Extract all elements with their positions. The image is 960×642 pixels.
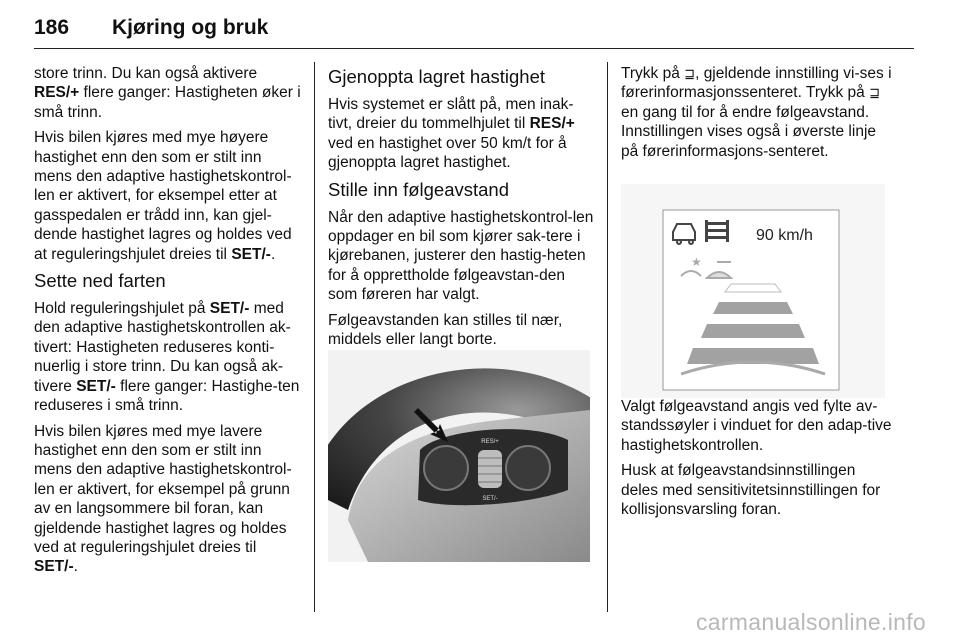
paragraph-press-button: Trykk på ⊒, gjeldende innstilling vi-ses i førerinformasjonssenteret. Trykk på ⊒ en gang til for å endre følgeavstand. Innstillingen vises også i øverste linje på førerinformasjons-senteret. xyxy=(621,65,892,160)
paragraph-distance-levels: Følgeavstanden kan stilles til nær, middels eller langt borte. xyxy=(328,311,563,349)
column-divider-left xyxy=(314,62,315,612)
heading-gjenoppta: Gjenoppta lagret hastighet xyxy=(328,66,546,87)
paragraph-resume: Hvis systemet er slått på, men inak-tivt, dreier du tommelhjulet til RES/+ ved en hastighet over 50 km/t for å gjenoppta lagret hastighet. xyxy=(328,96,575,172)
distance-bar-2 xyxy=(713,302,793,314)
wheel-set-label: SET/- xyxy=(482,496,498,502)
paragraph-higher-speed: Hvis bilen kjøres med mye høyere hastighet enn den som er stilt inn mens den adaptive hastighetskontrol-len er aktivert, for eksempel etter at gasspedalen er trådd inn, kan gjel-dende hastighet lagres og holdes ved at reguleringshjulet dreies til SET/-. xyxy=(34,129,292,263)
cluster-speed: 90 km/h xyxy=(756,227,813,244)
paragraph-reduce-speed: Hold reguleringshjulet på SET/- med den adaptive hastighetskontrollen ak-tivert: Hastigheten reduseres konti-nuerlig i store trinn. Du kan også ak-tivere SET/- flere ganger: Hastighe-ten reduseres i små trinn. xyxy=(34,300,300,415)
svg-text:★: ★ xyxy=(691,255,702,269)
paragraph-res-continued: store trinn. Du kan også aktivere RES/+ flere ganger: Hastigheten øker i små trinn. xyxy=(34,65,301,121)
following-distance-icon: ⊒ xyxy=(684,66,696,81)
paragraph-sensitivity: Husk at følgeavstandsinnstillingen deles med sensitivitetsinnstillingen for kollisjonsvarsling foran. xyxy=(621,462,881,519)
paragraph-distance-adjust: Når den adaptive hastighetskontrol-len oppdager en bil som kjører sak-tere i kjørebanen, justerer den hastig-heten for å opprettholde følgeavstan-den som føreren har valgt. xyxy=(328,208,594,304)
distance-bar-3 xyxy=(701,324,805,338)
column-1 xyxy=(34,64,302,583)
page-header xyxy=(34,8,914,49)
paragraph-distance-bars: Valgt følgeavstand angis ved fylte av-standssøyler i vinduet for den adap-tive hastighetskontrollen. xyxy=(621,398,892,454)
wheel-res-label: RES/+ xyxy=(481,439,499,445)
steering-wheel-illustration xyxy=(328,350,590,562)
paragraph-lower-speed: Hvis bilen kjøres med mye lavere hastighet enn den som er stilt inn mens den adaptive hastighetskontrol-len er aktivert, for eksempel på grunn av en langsommere bil foran, kan gjeldende hastighet lagres og holdes ved at reguleringshjulet dreies til SET/-. xyxy=(34,422,292,576)
heading-stille-inn: Stille inn følgeavstand xyxy=(328,178,509,200)
column-2 xyxy=(328,64,594,355)
following-distance-icon: ⊒ xyxy=(869,85,880,101)
column-divider-right xyxy=(607,62,608,612)
page-title: Kjøring og bruk xyxy=(112,16,269,39)
distance-bar-1 xyxy=(725,284,781,292)
watermark: carmanualsonline.info xyxy=(695,609,926,635)
heading-sette-ned-farten: Sette ned farten xyxy=(34,270,166,292)
distance-bars-icon xyxy=(705,220,729,242)
page-number: 186 xyxy=(34,16,70,39)
cluster-display-illustration xyxy=(621,184,885,398)
